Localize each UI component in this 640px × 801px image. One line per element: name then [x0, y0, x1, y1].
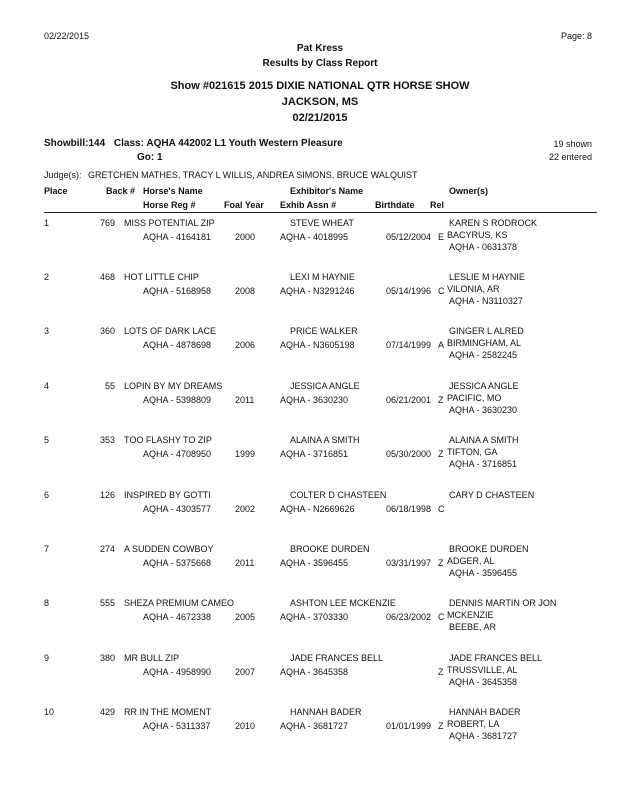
horse-name: MR BULL ZIP	[124, 653, 180, 663]
exhibitor-name: JADE FRANCES BELL	[290, 653, 384, 663]
exhib-assn: AQHA - N3605198	[280, 340, 355, 350]
owner-city: TRUSSVILLE, AL	[447, 665, 518, 675]
back-number: 380	[99, 653, 115, 663]
foal-year: 2007	[235, 667, 256, 677]
go-number: Go: 1	[137, 152, 163, 163]
owner-name: JESSICA ANGLE	[449, 381, 519, 391]
owner-city: ROBERT, LA	[447, 719, 500, 729]
birthdate: 05/30/2000	[385, 449, 431, 459]
horse-name: MISS POTENTIAL ZIP	[124, 218, 215, 228]
horse-name: INSPIRED BY GOTTI	[124, 490, 211, 500]
owner-city: BIRMINGHAM, AL	[447, 338, 522, 348]
exhib-assn: AQHA - 3703330	[280, 612, 349, 622]
exhibitor-name: HANNAH BADER	[290, 707, 362, 717]
horse-reg: AQHA - 4164181	[143, 232, 212, 242]
exhib-assn: AQHA - 3596455	[280, 558, 349, 568]
horse-name: RR IN THE MOMENT	[124, 707, 212, 717]
owner-city: PACIFIC, MO	[447, 393, 502, 403]
horse-reg: AQHA - 4708950	[143, 449, 212, 459]
owner-name: LESLIE M HAYNIE	[449, 272, 525, 282]
horse-name: HOT LITTLE CHIP	[124, 272, 199, 282]
back-number: 360	[99, 326, 115, 336]
owner-name: CARY D CHASTEEN	[449, 490, 535, 500]
owner-name: HANNAH BADER	[449, 707, 521, 717]
col-foal-year: Foal Year	[224, 200, 264, 210]
relation: C	[438, 286, 445, 296]
relation: C	[438, 504, 445, 514]
show-date: 02/21/2015	[292, 112, 348, 124]
class-name: AQHA 442002 L1 Youth Western Pleasure	[146, 138, 343, 149]
showbill-number: 144	[88, 138, 106, 149]
col-back: Back #	[106, 186, 136, 196]
horse-reg: AQHA - 5311337	[143, 721, 211, 731]
owner-city: ADGER, AL	[447, 556, 495, 566]
table-row	[0, 272, 640, 322]
table-row	[0, 435, 640, 485]
place: 3	[44, 326, 50, 336]
back-number: 429	[99, 707, 115, 717]
birthdate: 06/21/2001	[385, 395, 431, 405]
table-row	[0, 381, 640, 431]
back-number: 555	[99, 598, 115, 608]
place: 6	[44, 490, 50, 500]
show-city: JACKSON, MS	[281, 96, 359, 108]
birthdate: 03/31/1997	[385, 558, 431, 568]
relation: Z	[438, 721, 444, 731]
horse-reg: AQHA - 4878698	[143, 340, 212, 350]
exhib-assn: AQHA - N3291246	[280, 286, 355, 296]
report-date: 02/22/2015	[44, 31, 90, 41]
judges-label: Judge(s):	[44, 170, 82, 180]
owner-name: GINGER L ALRED	[449, 326, 524, 336]
col-horse-name: Horse's Name	[143, 186, 203, 196]
show-title: Show #021615 2015 DIXIE NATIONAL QTR HORSE SHOW	[170, 80, 470, 92]
birthdate: 05/12/2004	[385, 232, 431, 242]
horse-reg: AQHA - 5375668	[143, 558, 212, 568]
horse-reg: AQHA - 4672338	[143, 612, 212, 622]
shown-count: 19 shown	[553, 139, 592, 149]
exhibitor-name: ALAINA A SMITH	[290, 435, 360, 445]
owner-assn: BEEBE, AR	[449, 622, 497, 632]
horse-name: LOPIN BY MY DREAMS	[124, 381, 223, 391]
horse-name: LOTS OF DARK LACE	[124, 326, 217, 336]
table-row	[0, 218, 640, 268]
horse-name: A SUDDEN COWBOY	[124, 544, 214, 554]
header-divider	[44, 212, 597, 213]
relation: E	[438, 232, 445, 242]
judges-names: GRETCHEN MATHES, TRACY L WILLIS, ANDREA SIMONS, BRUCE WALQUIST	[88, 170, 418, 180]
judges-line	[44, 170, 417, 180]
exhibitor-name: JESSICA ANGLE	[290, 381, 360, 391]
col-horse-reg: Horse Reg #	[143, 200, 196, 210]
foal-year: 2010	[235, 721, 256, 731]
exhib-assn: AQHA - N2669626	[280, 504, 355, 514]
horse-name: SHEZA PREMIUM CAMEO	[124, 598, 235, 608]
back-number: 126	[99, 490, 115, 500]
owner-city: VILONIA, AR	[447, 284, 500, 294]
exhib-assn: AQHA - 3645358	[280, 667, 349, 677]
col-place: Place	[44, 186, 68, 196]
exhibitor-name: STEVE WHEAT	[290, 218, 354, 228]
back-number: 274	[99, 544, 115, 554]
horse-name: TOO FLASHY TO ZIP	[124, 435, 212, 445]
owner-assn: AQHA - 3596455	[449, 568, 518, 578]
owner-name: JADE FRANCES BELL	[449, 653, 543, 663]
page-number: Page: 8	[560, 31, 592, 41]
back-number: 353	[99, 435, 115, 445]
table-row	[0, 544, 640, 594]
place: 4	[44, 381, 50, 391]
table-row	[0, 653, 640, 703]
exhibitor-name: BROOKE DURDEN	[290, 544, 370, 554]
foal-year: 1999	[235, 449, 256, 459]
exhib-assn: AQHA - 3630230	[280, 395, 349, 405]
foal-year: 2011	[235, 558, 255, 568]
owner-city: MCKENZIE	[447, 610, 494, 620]
exhibitor-name: ASHTON LEE MCKENZIE	[290, 598, 396, 608]
back-number: 55	[104, 381, 115, 391]
exhibitor-name: COLTER D CHASTEEN	[290, 490, 387, 500]
back-number: 468	[99, 272, 115, 282]
owner-name: KAREN S RODROCK	[449, 218, 538, 228]
owner-assn: AQHA - 3630230	[449, 405, 518, 415]
col-rel: Rel	[430, 200, 445, 210]
table-row	[0, 598, 640, 648]
owner-name: BROOKE DURDEN	[449, 544, 529, 554]
place: 5	[44, 435, 50, 445]
relation: Z	[438, 667, 444, 677]
foal-year: 2008	[235, 286, 256, 296]
place: 7	[44, 544, 50, 554]
relation: Z	[438, 558, 444, 568]
relation: C	[438, 612, 445, 622]
exhibitor-name: LEXI M HAYNIE	[290, 272, 355, 282]
birthdate: 01/01/1999	[385, 721, 431, 731]
owner-assn: AQHA - 3681727	[449, 731, 518, 741]
birthdate: 06/23/2002	[385, 612, 431, 622]
owner-assn: AQHA - 0631378	[449, 242, 518, 252]
relation: Z	[438, 449, 444, 459]
table-row	[0, 707, 640, 757]
owner-assn: AQHA - 3716851	[449, 459, 518, 469]
relation: A	[438, 340, 445, 350]
owner-assn: AQHA - N3110327	[449, 296, 523, 306]
exhib-assn: AQHA - 3681727	[280, 721, 349, 731]
report-author: Pat Kress	[296, 43, 344, 54]
owner-assn: AQHA - 3645358	[449, 677, 518, 687]
birthdate: 05/14/1996	[385, 286, 431, 296]
relation: Z	[438, 395, 444, 405]
exhib-assn: AQHA - 4018995	[280, 232, 349, 242]
birthdate: 07/14/1999	[385, 340, 431, 350]
horse-reg: AQHA - 5168958	[143, 286, 212, 296]
place: 9	[44, 653, 50, 663]
showbill-label: Showbill:	[44, 138, 89, 149]
entered-count: 22 entered	[548, 152, 592, 162]
horse-reg: AQHA - 4958990	[143, 667, 212, 677]
foal-year: 2011	[235, 395, 255, 405]
foal-year: 2002	[235, 504, 256, 514]
col-exhib-assn: Exhib Assn #	[280, 200, 337, 210]
birthdate: 06/18/1998	[385, 504, 431, 514]
foal-year: 2006	[235, 340, 256, 350]
back-number: 769	[99, 218, 115, 228]
foal-year: 2000	[235, 232, 256, 242]
col-exhibitor-name: Exhibitor's Name	[290, 186, 364, 196]
table-row	[0, 326, 640, 376]
owner-assn: AQHA - 2582245	[449, 350, 518, 360]
class-line	[44, 138, 343, 149]
owner-name: DENNIS MARTIN OR JON	[449, 598, 557, 608]
place: 8	[44, 598, 50, 608]
exhib-assn: AQHA - 3716851	[280, 449, 349, 459]
col-owners: Owner(s)	[449, 186, 489, 196]
place: 1	[44, 218, 50, 228]
place: 10	[44, 707, 55, 717]
owner-name: ALAINA A SMITH	[449, 435, 519, 445]
table-row	[0, 490, 640, 540]
exhibitor-name: PRICE WALKER	[290, 326, 358, 336]
col-birthdate: Birthdate	[375, 200, 415, 210]
class-label: Class:	[113, 138, 144, 149]
horse-reg: AQHA - 4303577	[143, 504, 212, 514]
owner-city: TIFTON, GA	[447, 447, 498, 457]
horse-reg: AQHA - 5398809	[143, 395, 212, 405]
report-title: Results by Class Report	[262, 58, 378, 69]
place: 2	[44, 272, 50, 282]
foal-year: 2005	[235, 612, 256, 622]
owner-city: BACYRUS, KS	[447, 230, 508, 240]
